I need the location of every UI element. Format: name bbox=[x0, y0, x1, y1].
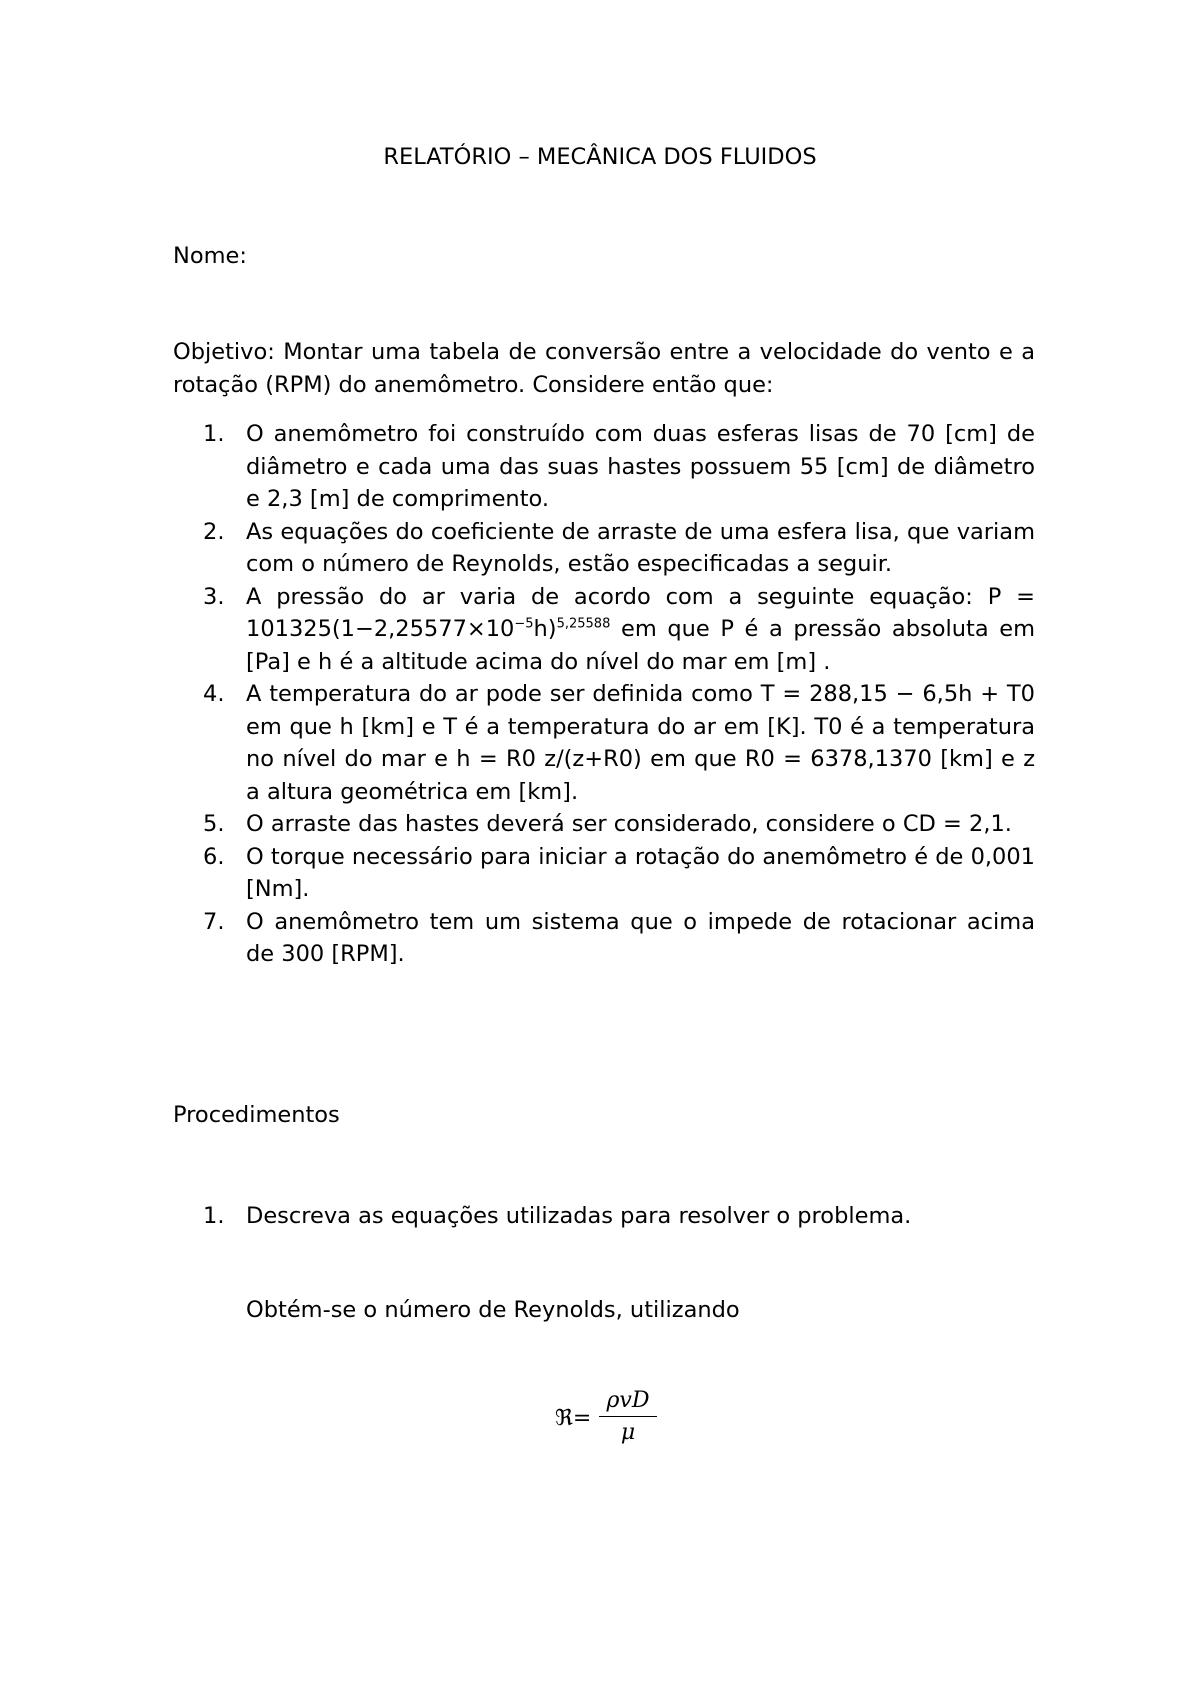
list-item-text: Descreva as equações utilizadas para resolver o problema. bbox=[246, 1203, 912, 1229]
list-item bbox=[173, 678, 1035, 808]
procedures-heading: Procedimentos bbox=[173, 1102, 340, 1128]
list-number: 7. bbox=[203, 908, 225, 935]
pressure-exponent-1: −5 bbox=[514, 616, 534, 632]
pressure-exponent-2: 5,25588 bbox=[556, 616, 611, 632]
document-title: RELATÓRIO – MECÂNICA DOS FLUIDOS bbox=[383, 144, 817, 170]
list-item bbox=[173, 906, 1035, 971]
list-number: 6. bbox=[203, 843, 225, 870]
list-item bbox=[173, 418, 1035, 516]
list-item-text: O arraste das hastes deverá ser considerado, considere o CD = 2,1. bbox=[246, 811, 1012, 837]
pressure-eq-part3: em que P é a pressão absoluta em [Pa] e h é a altitude acima do nível do mar em [m] . bbox=[246, 616, 1035, 675]
list-item-text: O anemômetro tem um sistema que o impede de rotacionar acima de 300 [RPM]. bbox=[246, 908, 1035, 967]
list-item-text bbox=[246, 584, 1035, 675]
list-item-text: O anemômetro foi construído com duas esferas lisas de 70 [cm] de diâmetro e cada uma das suas hastes possuem 55 [cm] de diâmetro e 2,3 [m] de comprimento. bbox=[246, 421, 1035, 512]
pressure-eq-part1: A pressão do ar varia de acordo com a seguinte equação: P = 101325(1−2,25577×10 bbox=[246, 583, 1035, 642]
list-item bbox=[173, 841, 1035, 906]
list-item bbox=[173, 581, 1035, 679]
list-number: 1. bbox=[203, 421, 225, 447]
procedures-list bbox=[173, 1200, 1035, 1233]
step-intro-text: Obtém-se o número de Reynolds, utilizando bbox=[246, 1297, 740, 1323]
name-label: Nome: bbox=[173, 243, 247, 269]
formula-denominator: μ bbox=[620, 1420, 636, 1445]
formula-lhs: ℜ= bbox=[555, 1406, 592, 1431]
list-number: 1. bbox=[203, 1203, 225, 1229]
list-item bbox=[173, 1200, 1035, 1233]
list-item-text: As equações do coeficiente de arraste de uma esfera lisa, que variam com o número de Reynolds, estão especificadas a seguir. bbox=[246, 518, 1035, 577]
objective-paragraph: Objetivo: Montar uma tabela de conversão entre a velocidade do vento e a rotação (RPM) do anemômetro. Considere então que: bbox=[173, 339, 1035, 398]
requirements-list bbox=[173, 418, 1035, 971]
pressure-eq-part2: h) bbox=[533, 616, 557, 642]
fraction-bar bbox=[599, 1416, 657, 1417]
formula-fraction bbox=[599, 1388, 657, 1446]
list-item bbox=[173, 516, 1035, 581]
list-number: 5. bbox=[203, 811, 225, 837]
list-item-text: O torque necessário para iniciar a rotação do anemômetro é de 0,001 [Nm]. bbox=[246, 843, 1035, 902]
list-number: 3. bbox=[203, 583, 225, 610]
list-number: 2. bbox=[203, 518, 225, 545]
list-number: 4. bbox=[203, 681, 225, 707]
formula-numerator: ρvD bbox=[606, 1388, 650, 1413]
list-item bbox=[173, 808, 1035, 841]
list-item-text: A temperatura do ar pode ser definida como T = 288,15 − 6,5h + T0 em que h [km] e T é a temperatura do ar em [K]. T0 é a temperatura no nível do mar e h = R0 z/(z+R0) em que R0 = 6378,1370 [km] e z a altura geométrica em [km]. bbox=[246, 681, 1035, 805]
